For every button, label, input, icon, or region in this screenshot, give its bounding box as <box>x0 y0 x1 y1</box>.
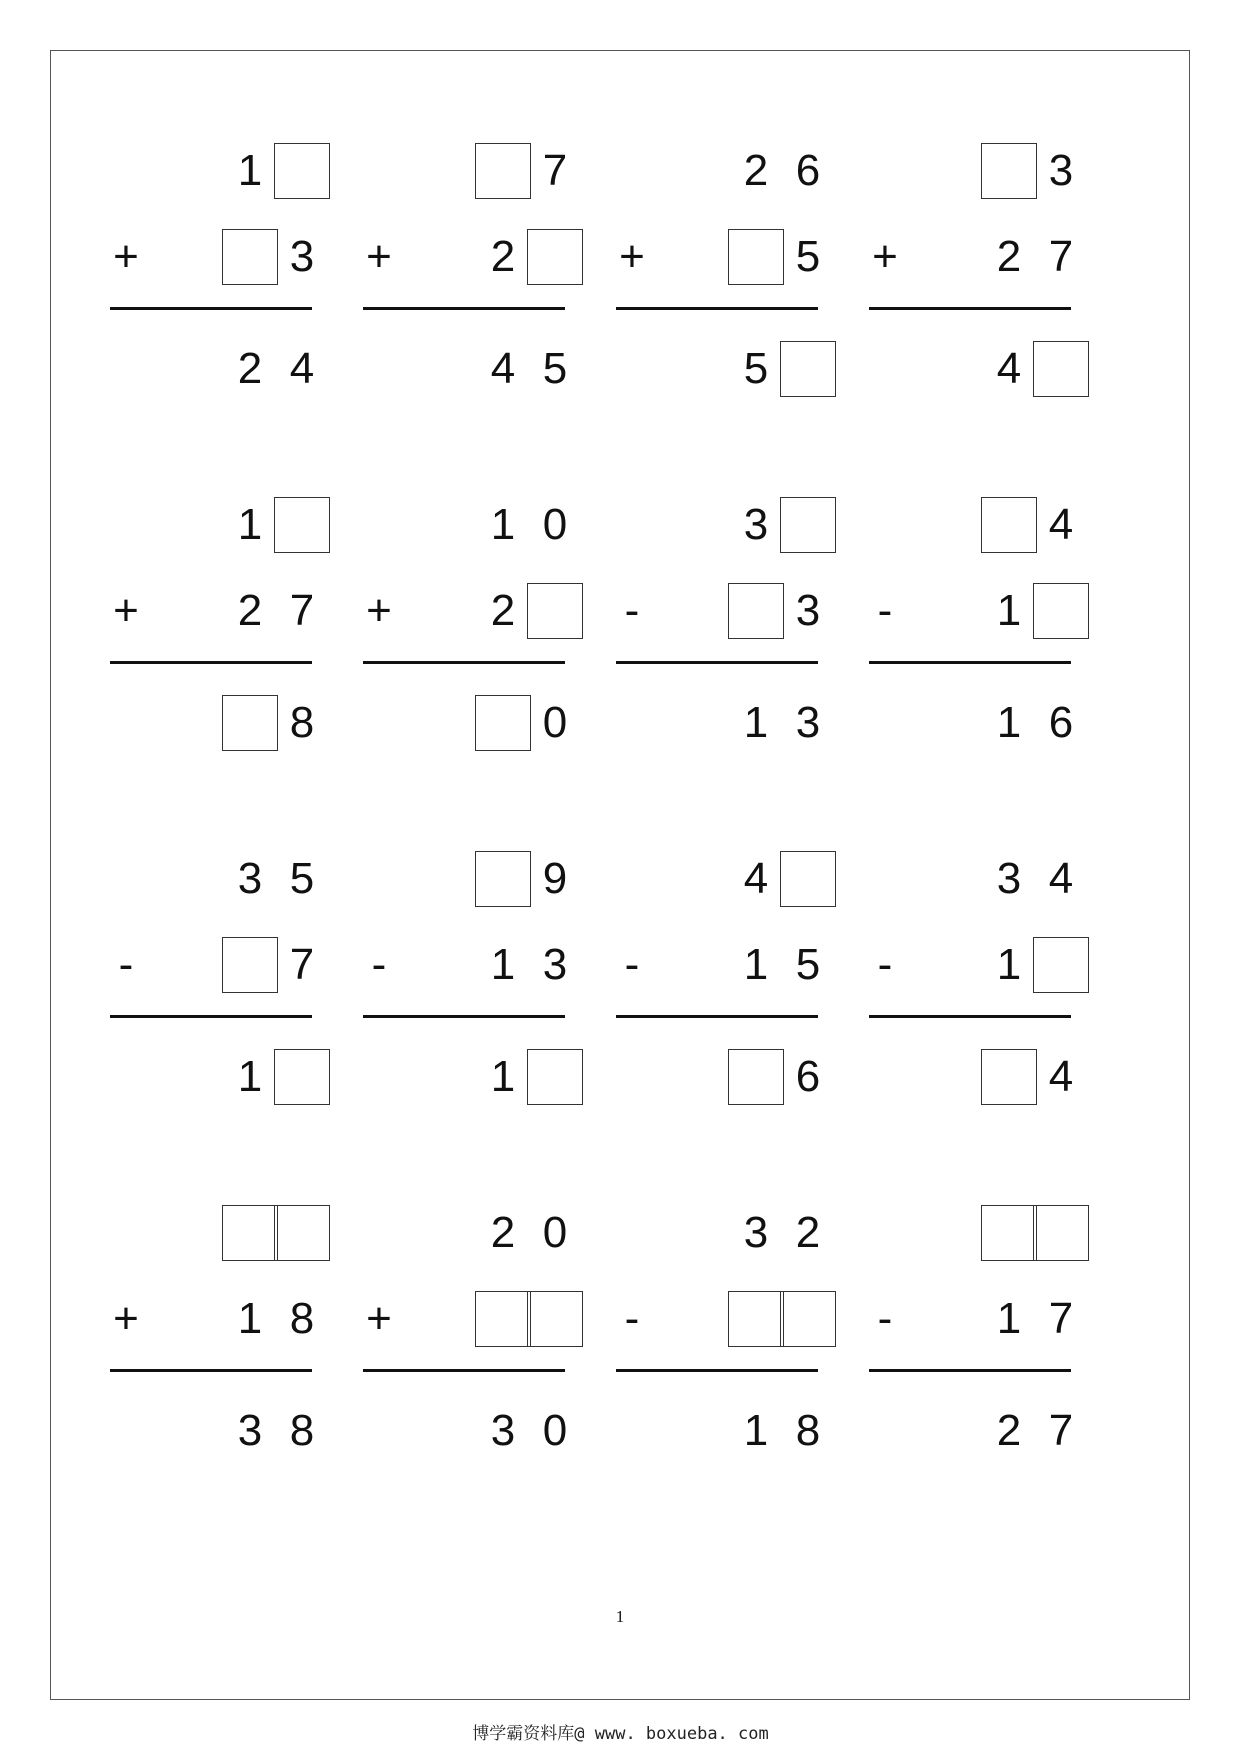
second-operand-row <box>592 1288 876 1350</box>
sum-line <box>110 1369 312 1372</box>
answer-box[interactable] <box>981 1049 1037 1105</box>
answer-box[interactable] <box>527 1291 583 1347</box>
problem-5 <box>86 494 370 747</box>
answer-box[interactable] <box>222 937 278 993</box>
second-operand-digit: 1 <box>490 940 516 989</box>
answer-box[interactable] <box>274 1049 330 1105</box>
problem-7 <box>592 494 876 747</box>
first-operand-row <box>339 494 623 556</box>
result-digit: 2 <box>996 1406 1022 1455</box>
second-operand-digit: 1 <box>237 1294 263 1343</box>
plus-sign: + <box>113 586 139 635</box>
minus-sign: - <box>624 1294 640 1343</box>
second-operand-digit: 7 <box>1048 1294 1074 1343</box>
result-row <box>339 692 623 754</box>
plus-sign: + <box>366 586 392 635</box>
second-operand-row <box>86 1288 370 1350</box>
second-operand-digit: 7 <box>289 586 315 635</box>
second-operand-digit: 2 <box>490 586 516 635</box>
problem-2 <box>339 140 623 393</box>
problem-9 <box>86 848 370 1101</box>
second-operand-digit: 3 <box>289 232 315 281</box>
answer-box[interactable] <box>222 1205 278 1261</box>
sum-line <box>616 307 818 310</box>
problem-4 <box>845 140 1129 393</box>
second-operand-digit: 1 <box>996 940 1022 989</box>
result-row <box>339 1046 623 1108</box>
result-row <box>592 1046 876 1108</box>
second-operand-digit: 8 <box>289 1294 315 1343</box>
second-operand-row <box>339 1288 623 1350</box>
first-operand-digit: 2 <box>490 1208 516 1257</box>
problem-11 <box>592 848 876 1101</box>
result-digit: 3 <box>490 1406 516 1455</box>
first-operand-digit: 5 <box>289 854 315 903</box>
first-operand-row <box>86 848 370 910</box>
minus-sign: - <box>877 1294 893 1343</box>
result-row <box>86 692 370 754</box>
first-operand-digit: 1 <box>237 500 263 549</box>
answer-box[interactable] <box>728 1049 784 1105</box>
answer-box[interactable] <box>475 695 531 751</box>
second-operand-row <box>845 934 1129 996</box>
first-operand-digit: 1 <box>237 146 263 195</box>
plus-sign: + <box>872 232 898 281</box>
result-digit: 3 <box>795 698 821 747</box>
result-digit: 1 <box>490 1052 516 1101</box>
minus-sign: - <box>624 940 640 989</box>
answer-box[interactable] <box>527 1049 583 1105</box>
second-operand-row <box>592 580 876 642</box>
result-digit: 7 <box>1048 1406 1074 1455</box>
answer-box[interactable] <box>527 583 583 639</box>
result-digit: 1 <box>743 698 769 747</box>
result-digit: 5 <box>542 344 568 393</box>
second-operand-digit: 1 <box>996 1294 1022 1343</box>
answer-box[interactable] <box>222 695 278 751</box>
second-operand-row <box>339 226 623 288</box>
sum-line <box>869 661 1071 664</box>
result-digit: 1 <box>237 1052 263 1101</box>
result-row <box>845 1400 1129 1462</box>
problem-12 <box>845 848 1129 1101</box>
result-digit: 8 <box>795 1406 821 1455</box>
result-digit: 6 <box>1048 698 1074 747</box>
result-digit: 8 <box>289 1406 315 1455</box>
first-operand-digit: 6 <box>795 146 821 195</box>
result-digit: 0 <box>542 698 568 747</box>
second-operand-row <box>592 226 876 288</box>
result-row <box>592 338 876 400</box>
answer-box[interactable] <box>1033 341 1089 397</box>
first-operand-row <box>339 1202 623 1264</box>
minus-sign: - <box>877 940 893 989</box>
first-operand-digit: 0 <box>542 1208 568 1257</box>
first-operand-row <box>845 1202 1129 1264</box>
result-digit: 8 <box>289 698 315 747</box>
first-operand-digit: 3 <box>996 854 1022 903</box>
result-digit: 4 <box>1048 1052 1074 1101</box>
answer-box[interactable] <box>981 1205 1037 1261</box>
first-operand-row <box>592 1202 876 1264</box>
result-digit: 4 <box>490 344 516 393</box>
result-digit: 4 <box>996 344 1022 393</box>
first-operand-row <box>339 140 623 202</box>
answer-box[interactable] <box>981 497 1037 553</box>
first-operand-digit: 4 <box>1048 500 1074 549</box>
answer-box[interactable] <box>527 229 583 285</box>
second-operand-digit: 2 <box>237 586 263 635</box>
sum-line <box>616 1369 818 1372</box>
first-operand-digit: 4 <box>743 854 769 903</box>
minus-sign: - <box>624 586 640 635</box>
problem-16 <box>845 1202 1129 1455</box>
result-digit: 5 <box>743 344 769 393</box>
second-operand-digit: 2 <box>996 232 1022 281</box>
second-operand-row <box>86 580 370 642</box>
minus-sign: - <box>118 940 134 989</box>
plus-sign: + <box>113 1294 139 1343</box>
first-operand-digit: 3 <box>1048 146 1074 195</box>
sum-line <box>616 661 818 664</box>
first-operand-digit: 2 <box>795 1208 821 1257</box>
answer-box[interactable] <box>981 143 1037 199</box>
result-row <box>845 692 1129 754</box>
answer-box[interactable] <box>274 497 330 553</box>
result-digit: 1 <box>996 698 1022 747</box>
first-operand-digit: 4 <box>1048 854 1074 903</box>
sum-line <box>363 1015 565 1018</box>
second-operand-row <box>592 934 876 996</box>
second-operand-row <box>86 226 370 288</box>
answer-box[interactable] <box>274 143 330 199</box>
result-digit: 0 <box>542 1406 568 1455</box>
first-operand-row <box>845 848 1129 910</box>
answer-box[interactable] <box>475 1291 531 1347</box>
second-operand-digit: 2 <box>490 232 516 281</box>
second-operand-row <box>845 226 1129 288</box>
result-row <box>339 338 623 400</box>
first-operand-digit: 7 <box>542 146 568 195</box>
sum-line <box>363 661 565 664</box>
answer-box[interactable] <box>475 851 531 907</box>
first-operand-row <box>592 848 876 910</box>
second-operand-row <box>339 580 623 642</box>
result-digit: 2 <box>237 344 263 393</box>
sum-line <box>616 1015 818 1018</box>
sum-line <box>363 1369 565 1372</box>
result-row <box>845 1046 1129 1108</box>
first-operand-row <box>86 1202 370 1264</box>
sum-line <box>110 1015 312 1018</box>
result-digit: 3 <box>237 1406 263 1455</box>
problem-3 <box>592 140 876 393</box>
answer-box[interactable] <box>780 1291 836 1347</box>
first-operand-row <box>86 140 370 202</box>
answer-box[interactable] <box>728 583 784 639</box>
first-operand-row <box>845 494 1129 556</box>
answer-box[interactable] <box>475 143 531 199</box>
answer-box[interactable] <box>780 341 836 397</box>
first-operand-digit: 3 <box>743 1208 769 1257</box>
result-row <box>86 1046 370 1108</box>
answer-box[interactable] <box>728 1291 784 1347</box>
plus-sign: + <box>113 232 139 281</box>
answer-box[interactable] <box>780 497 836 553</box>
problem-1 <box>86 140 370 393</box>
plus-sign: + <box>619 232 645 281</box>
sum-line <box>110 307 312 310</box>
second-operand-digit: 7 <box>1048 232 1074 281</box>
result-digit: 6 <box>795 1052 821 1101</box>
problem-10 <box>339 848 623 1101</box>
second-operand-row <box>845 580 1129 642</box>
second-operand-digit: 5 <box>795 232 821 281</box>
first-operand-row <box>845 140 1129 202</box>
sum-line <box>110 661 312 664</box>
minus-sign: - <box>371 940 387 989</box>
sum-line <box>869 307 1071 310</box>
sum-line <box>869 1369 1071 1372</box>
problem-15 <box>592 1202 876 1455</box>
first-operand-digit: 9 <box>542 854 568 903</box>
first-operand-digit: 3 <box>743 500 769 549</box>
sum-line <box>363 307 565 310</box>
problem-14 <box>339 1202 623 1455</box>
first-operand-row <box>592 140 876 202</box>
second-operand-row <box>339 934 623 996</box>
result-digit: 1 <box>743 1406 769 1455</box>
first-operand-digit: 2 <box>743 146 769 195</box>
answer-box[interactable] <box>222 229 278 285</box>
result-row <box>339 1400 623 1462</box>
page-number: 1 <box>615 1607 625 1626</box>
result-digit: 4 <box>289 344 315 393</box>
second-operand-digit: 1 <box>996 586 1022 635</box>
problem-13 <box>86 1202 370 1455</box>
plus-sign: + <box>366 232 392 281</box>
result-row <box>86 1400 370 1462</box>
problem-8 <box>845 494 1129 747</box>
answer-box[interactable] <box>728 229 784 285</box>
first-operand-digit: 3 <box>237 854 263 903</box>
sum-line <box>869 1015 1071 1018</box>
second-operand-digit: 5 <box>795 940 821 989</box>
first-operand-row <box>592 494 876 556</box>
second-operand-digit: 7 <box>289 940 315 989</box>
second-operand-digit: 3 <box>542 940 568 989</box>
first-operand-row <box>339 848 623 910</box>
result-row <box>592 1400 876 1462</box>
result-row <box>592 692 876 754</box>
first-operand-row <box>86 494 370 556</box>
second-operand-digit: 1 <box>743 940 769 989</box>
plus-sign: + <box>366 1294 392 1343</box>
answer-box[interactable] <box>274 1205 330 1261</box>
problem-6 <box>339 494 623 747</box>
answer-box[interactable] <box>1033 1205 1089 1261</box>
first-operand-digit: 1 <box>490 500 516 549</box>
result-row <box>845 338 1129 400</box>
second-operand-row <box>86 934 370 996</box>
first-operand-digit: 0 <box>542 500 568 549</box>
second-operand-row <box>845 1288 1129 1350</box>
second-operand-digit: 3 <box>795 586 821 635</box>
minus-sign: - <box>877 586 893 635</box>
answer-box[interactable] <box>1033 937 1089 993</box>
answer-box[interactable] <box>780 851 836 907</box>
answer-box[interactable] <box>1033 583 1089 639</box>
result-row <box>86 338 370 400</box>
footer-watermark: 博学霸资料库@ www. boxueba. com <box>472 1724 769 1744</box>
